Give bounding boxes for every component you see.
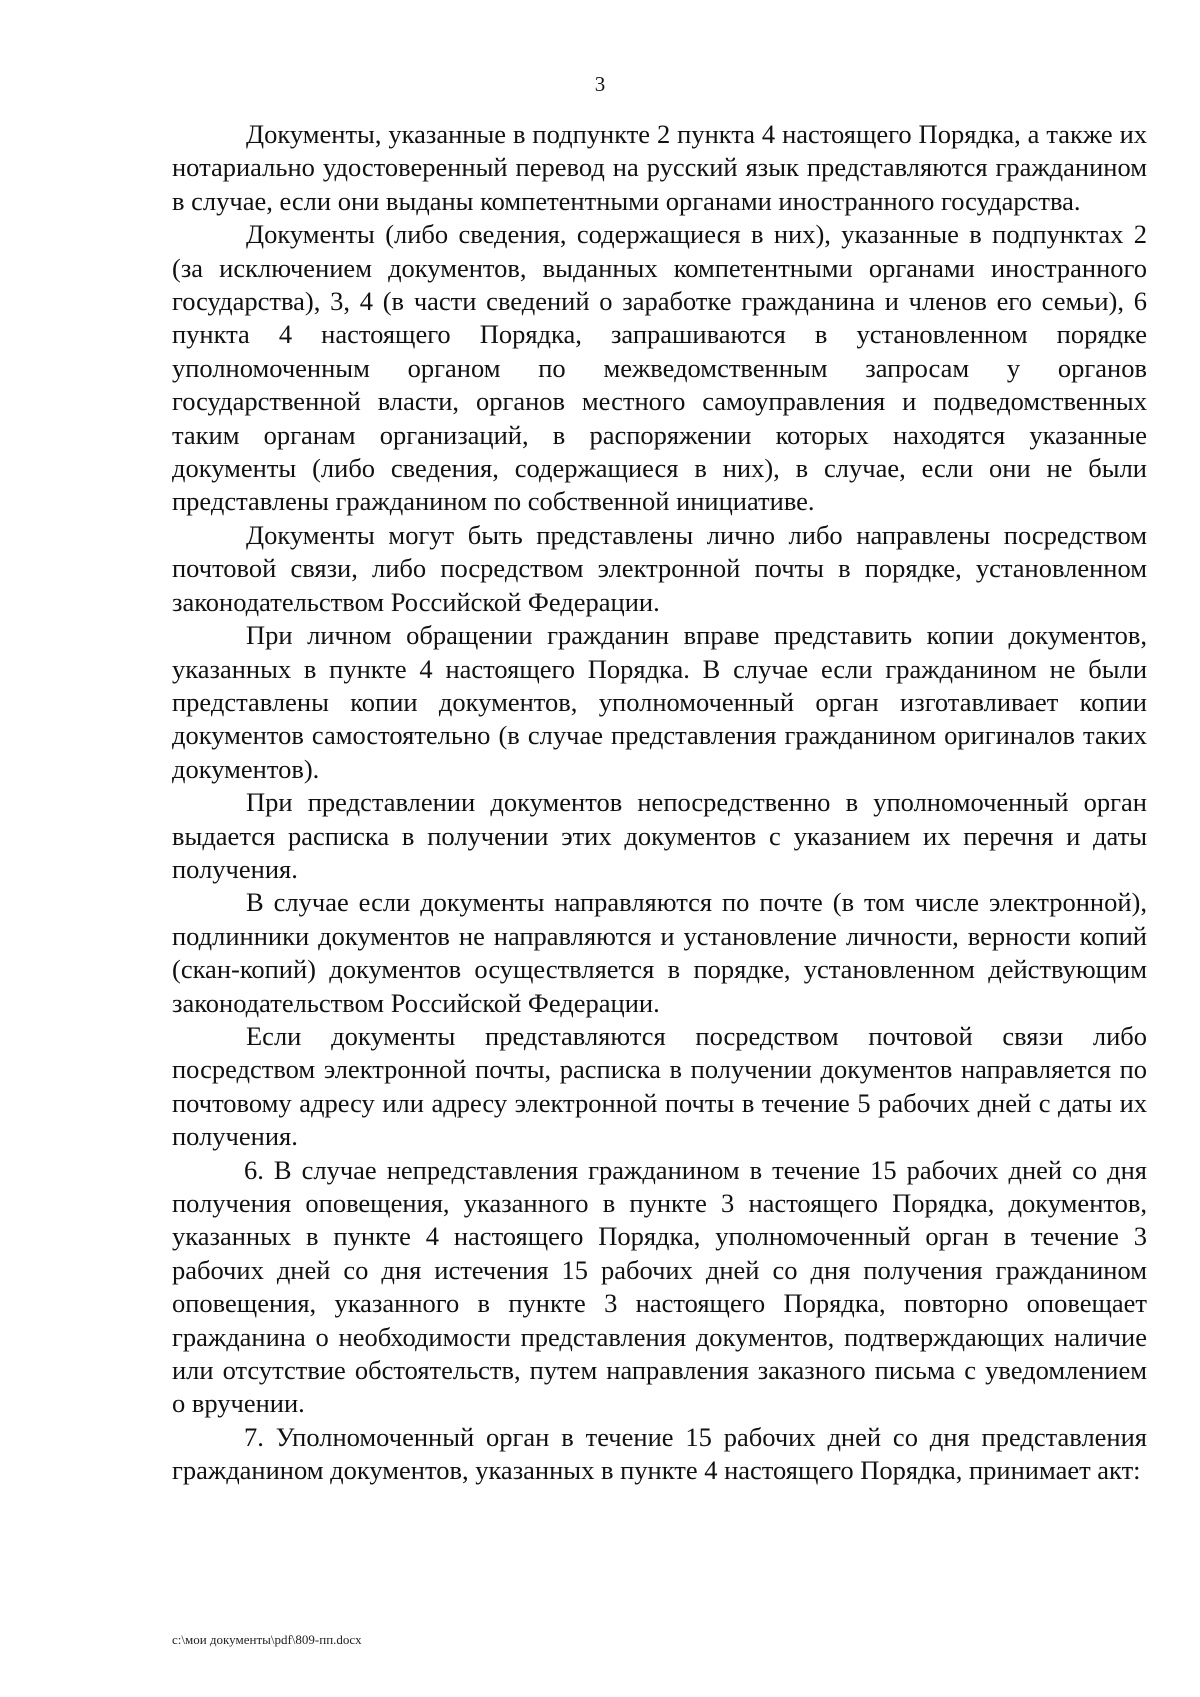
paragraph-receipt-by-mail: Если документы представляются посредством почтовой связи либо посредством электронной почты, расписка в получении документов направляется по почтовому адресу или адресу электронной почты в течение 5 рабочих дней с даты их получения.: [172, 1020, 1147, 1152]
paragraph-submission-methods: Документы могут быть представлены лично либо направлены посредством почтовой связи, либо посредством электронной почты в порядке, установленном законодательством Российской Федерации.: [172, 519, 1147, 617]
paragraph-interagency-requests: Документы (либо сведения, содержащиеся в них), указанные в подпунктах 2 (за исключением документов, выданных компетентными органами иностранного государства), 3, 4 (в части сведений о заработке гражданина и членов его семьи), 6 пункта 4 настоящего Порядка, запрашиваются в установленном порядке уполномоченным органом по межведомственным запросам у органов государственной власти, органов местного самоуправления и подведомственных таким органам организаций, в распоряжении которых находятся указанные документы (либо сведения, содержащиеся в них), в случае, если они не были представлены гражданином по собственной инициативе.: [172, 219, 1147, 517]
paragraph-item-7: 7. Уполномоченный орган в течение 15 рабочих дней со дня представления гражданином документов, указанных в пункте 4 настоящего Порядка, принимает акт:: [172, 1421, 1147, 1486]
paragraph-personal-visit-copies: При личном обращении гражданин вправе представить копии документов, указанных в пункте 4 настоящего Порядка. В случае если гражданином не были представлены копии документов, уполномоченный орган изготавливает копии документов самостоятельно (в случае представления гражданином оригиналов таких документов).: [172, 620, 1147, 784]
paragraph-postal-submission: В случае если документы направляются по почте (в том числе электронной), подлинники документов не направляются и установление личности, верности копий (скан-копий) документов осуществляется в порядке, установленном действующим законодательством Российской Федерации.: [172, 887, 1147, 1018]
page-number: 3: [594, 72, 606, 96]
footer-file-path: c:\мои документы\pdf\809-пп.docx: [172, 1632, 362, 1647]
paragraph-receipt-issued: При представлении документов непосредственно в уполномоченный орган выдается расписка в получении этих документов с указанием их перечня и даты получения.: [172, 787, 1147, 884]
paragraph-foreign-documents: Документы, указанные в подпункте 2 пункта 4 настоящего Порядка, а также их нотариально удостоверенный перевод на русский язык представляются гражданином в случае, если они выданы компетентными органами иностранного государства.: [172, 119, 1147, 216]
paragraph-item-6: 6. В случае непредставления гражданином в течение 15 рабочих дней со дня получения оповещения, указанного в пункте 3 настоящего Порядка, документов, указанных в пункте 4 настоящего Порядка, уполномоченный орган в течение 3 рабочих дней со дня истечения 15 рабочих дней со дня получения гражданином оповещения, указанного в пункте 3 настоящего Порядка, повторно оповещает гражданина о необходимости представления документов, подтверждающих наличие или отсутствие обстоятельств, путем направления заказного письма с уведомлением о вручении.: [172, 1154, 1147, 1419]
document-body: [172, 118, 1147, 1488]
